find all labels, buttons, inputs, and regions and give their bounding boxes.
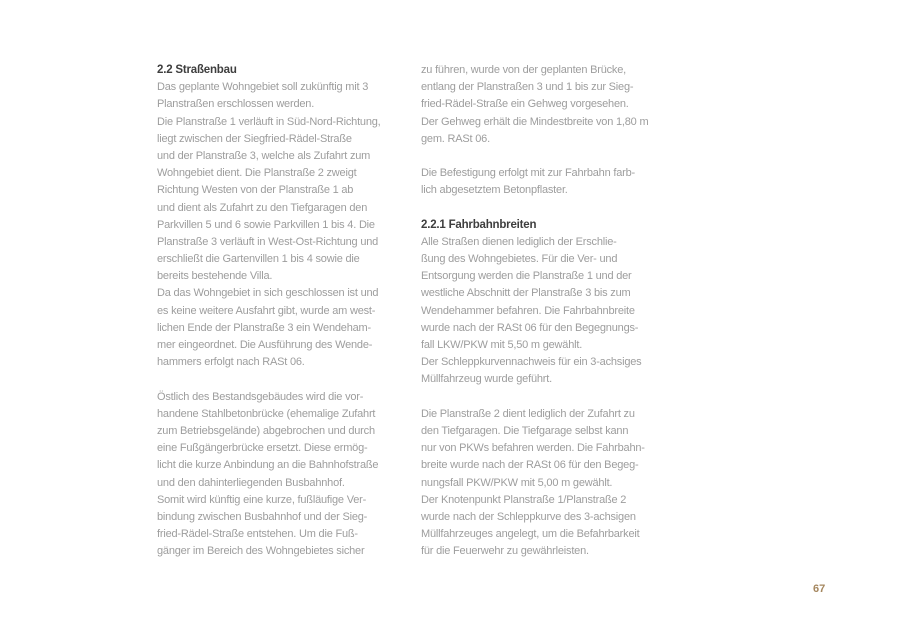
text-line: Die Planstraße 2 dient lediglich der Zufahrt zu xyxy=(421,407,635,420)
text-line: liegt zwischen der Siegfried-Rädel-Straße xyxy=(157,132,352,145)
text-line: zum Betriebsgelände) abgebrochen und durch xyxy=(157,424,375,437)
text-line: nungsfall PKW/PKW mit 5,00 m gewählt. xyxy=(421,476,613,489)
text-line: bindung zwischen Busbahnhof und der Sieg- xyxy=(157,510,368,523)
text-line: Der Gehweg erhält die Mindestbreite von 1,80 m xyxy=(421,115,649,128)
text-line: Die Planstraße 1 verläuft in Süd-Nord-Richtung, xyxy=(157,115,381,128)
text-line: Der Schleppkurvennachweis für ein 3-achsiges xyxy=(421,356,642,369)
paragraph-spacer xyxy=(421,389,671,406)
text-line: mer eingeordnet. Die Ausführung des Wende- xyxy=(157,339,373,351)
text-line: Wohngebiet dient. Die Planstraße 2 zweigt xyxy=(157,167,357,180)
text-line: Das geplante Wohngebiet soll zukünftig mit 3 xyxy=(157,81,369,94)
text-line: hammers erfolgt nach RASt 06. xyxy=(157,356,305,369)
paragraph-spacer xyxy=(157,371,407,388)
text-line: ßung des Wohngebietes. Für die Ver- und xyxy=(421,253,618,266)
text-line: zu führen, wurde von der geplanten Brücke, xyxy=(421,64,627,76)
text-line: licht die kurze Anbindung an die Bahnhofstraße xyxy=(157,459,379,472)
text-line: Der Knotenpunkt Planstraße 1/Planstraße 2 xyxy=(421,493,627,506)
text-line: lichen Ende der Planstraße 3 ein Wendeham- xyxy=(157,321,371,334)
text-line: gänger im Bereich des Wohngebietes sicher xyxy=(157,545,365,558)
text-line: erschließt die Gartenvillen 1 bis 4 sowie die xyxy=(157,253,360,266)
text-line: Wendehammer befahren. Die Fahrbahnbreite xyxy=(421,304,635,317)
text-line: und der Planstraße 3, welche als Zufahrt zum xyxy=(157,149,371,162)
text-line: Die Befestigung erfolgt mit zur Fahrbahn farb- xyxy=(421,167,635,180)
text-line: den Tiefgaragen. Die Tiefgarage selbst kann xyxy=(421,424,629,437)
text-line: Entsorgung werden die Planstraße 1 und der xyxy=(421,270,632,283)
section-heading: 2.2.1 Fahrbahnbreiten xyxy=(421,218,537,231)
text-line: breite wurde nach der RASt 06 für den Begeg- xyxy=(421,459,639,472)
text-line: Parkvillen 5 und 6 sowie Parkvillen 1 bis 4. Die xyxy=(157,218,375,231)
text-line: Östlich des Bestandsgebäudes wird die vor- xyxy=(157,390,364,403)
text-line: gem. RASt 06. xyxy=(421,132,490,145)
text-line: und dient als Zufahrt zu den Tiefgaragen den xyxy=(157,201,368,214)
text-line: nur von PKWs befahren werden. Die Fahrbahn- xyxy=(421,442,645,455)
paragraph-spacer xyxy=(421,200,671,217)
two-column-text xyxy=(157,62,671,560)
text-line: Somit wird künftig eine kurze, fußläufige Ver- xyxy=(157,493,367,506)
text-line: bereits bestehende Villa. xyxy=(157,270,273,283)
text-line: fried-Rädel-Straße entstehen. Um die Fuß- xyxy=(157,528,358,541)
text-line: lich abgesetztem Betonpflaster. xyxy=(421,184,568,197)
text-line: wurde nach der Schleppkurve des 3-achsigen xyxy=(421,510,636,523)
text-line: wurde nach der RASt 06 für den Begegnungs- xyxy=(421,321,639,334)
text-line: Planstraßen erschlossen werden. xyxy=(157,98,315,111)
text-line: Müllfahrzeuges angelegt, um die Befahrbarkeit xyxy=(421,528,640,541)
text-line: Alle Straßen dienen lediglich der Erschlie- xyxy=(421,235,617,248)
text-line: Müllfahrzeug wurde geführt. xyxy=(421,373,552,386)
text-line: Richtung Westen von der Planstraße 1 ab xyxy=(157,184,354,197)
text-line: handene Stahlbetonbrücke (ehemalige Zufahrt xyxy=(157,407,376,420)
text-line: es keine weitere Ausfahrt gibt, wurde am west- xyxy=(157,304,376,317)
section-heading: 2.2 Straßenbau xyxy=(157,64,237,76)
page-number: 67 xyxy=(813,583,826,595)
text-line: westliche Abschnitt der Planstraße 3 bis zum xyxy=(421,287,631,300)
text-line: Planstraße 3 verläuft in West-Ost-Richtung und xyxy=(157,235,379,248)
right-column xyxy=(421,62,671,560)
text-line: fall LKW/PKW mit 5,50 m gewählt. xyxy=(421,339,583,351)
text-line: fried-Rädel-Straße ein Gehweg vorgesehen. xyxy=(421,98,629,111)
left-column xyxy=(157,62,407,560)
text-line: eine Fußgängerbrücke ersetzt. Diese ermög- xyxy=(157,442,368,455)
text-line: entlang der Planstraßen 3 und 1 bis zur Sieg- xyxy=(421,81,634,94)
text-line: für die Feuerwehr zu gewährleisten. xyxy=(421,545,589,558)
text-line: Da das Wohngebiet in sich geschlossen ist und xyxy=(157,287,379,300)
text-line: und den dahinterliegenden Busbahnhof. xyxy=(157,476,345,489)
paragraph-spacer xyxy=(421,148,671,165)
